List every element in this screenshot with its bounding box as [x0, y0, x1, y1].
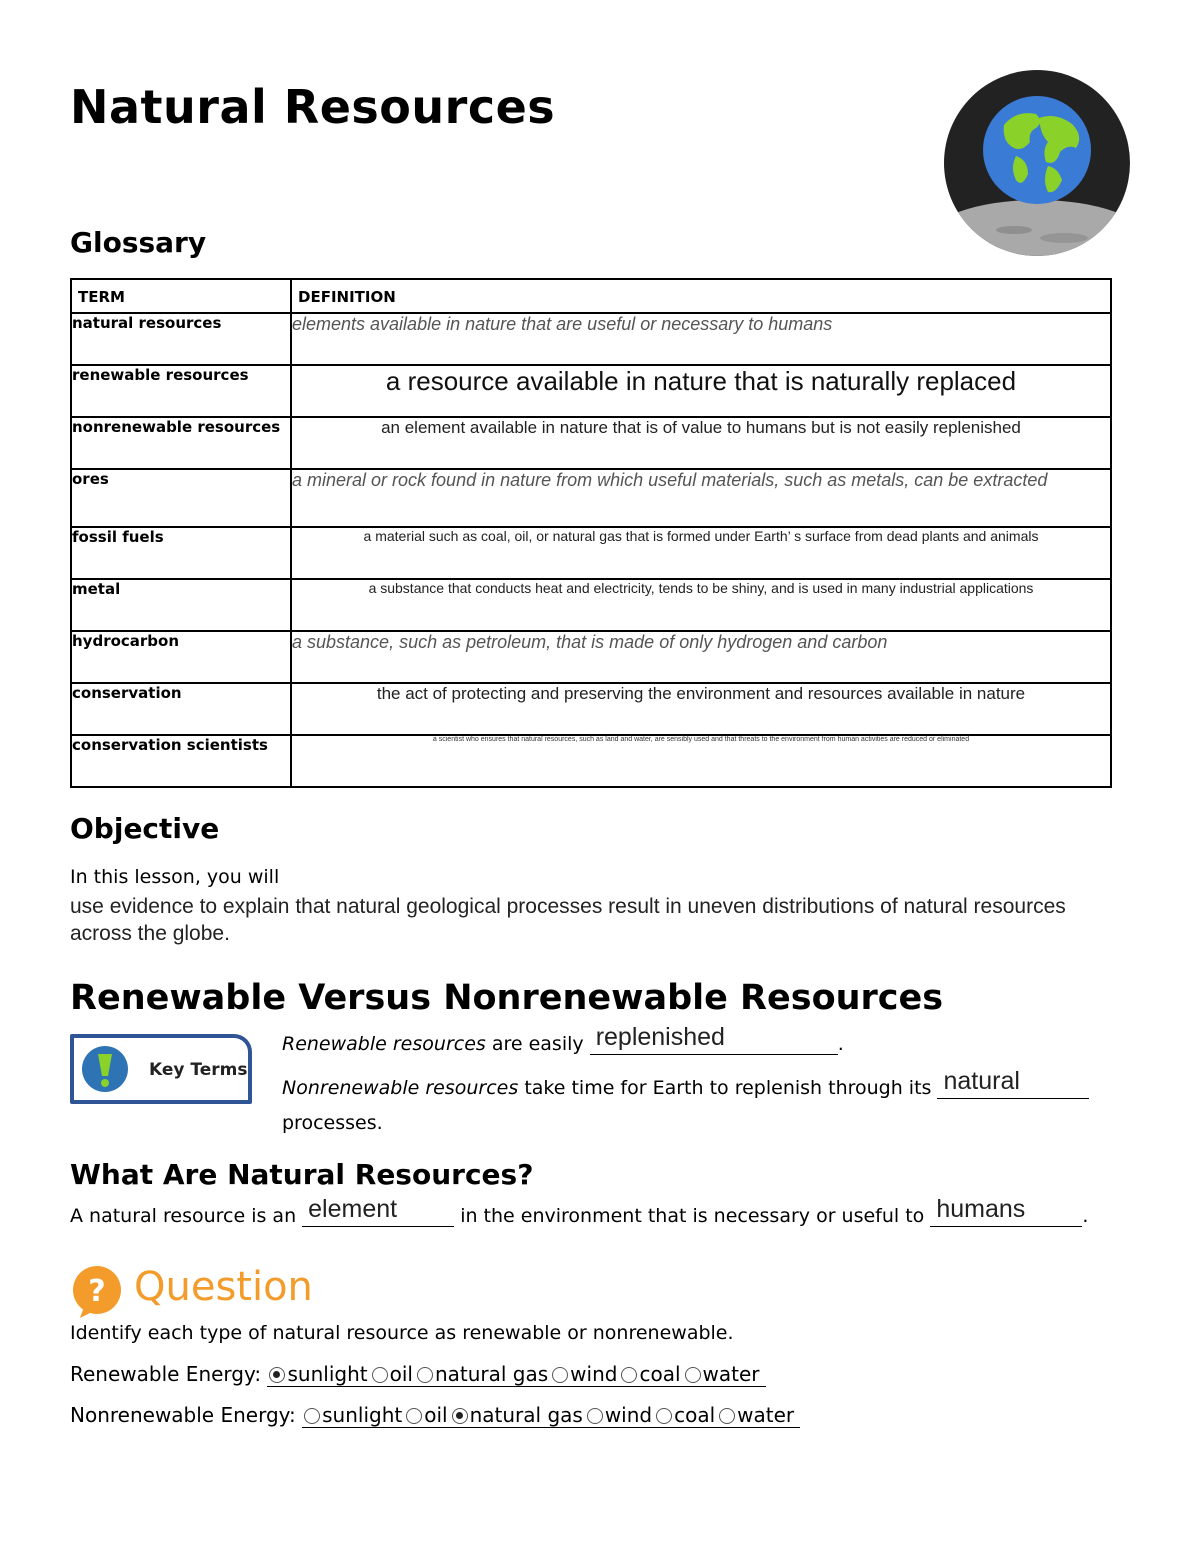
- term-cell: natural resources: [71, 313, 291, 365]
- option-label: oil: [424, 1403, 448, 1427]
- page-title: Natural Resources: [70, 80, 556, 134]
- radio-button[interactable]: [304, 1408, 320, 1424]
- renewable-option-coal[interactable]: [621, 1362, 680, 1386]
- nonrenewable-option-water[interactable]: [719, 1403, 794, 1427]
- nonrenewable-sentence: [282, 1067, 1089, 1099]
- radio-button[interactable]: [269, 1367, 285, 1383]
- nonrenewable-option-oil[interactable]: [406, 1403, 447, 1427]
- natural-answer-field[interactable]: [937, 1067, 1089, 1099]
- option-label: wind: [570, 1362, 618, 1386]
- objective-heading: Objective: [70, 812, 220, 845]
- definition-cell: a mineral or rock found in nature from which useful materials, such as metals, can be extracted: [291, 469, 1111, 527]
- radio-button[interactable]: [719, 1408, 735, 1424]
- table-row: [71, 365, 1111, 417]
- renewable-energy-label: Renewable Energy:: [70, 1362, 262, 1386]
- table-row: [71, 683, 1111, 735]
- processes-text: processes.: [282, 1112, 383, 1134]
- radio-button[interactable]: [656, 1408, 672, 1424]
- exclamation-icon: [82, 1046, 128, 1092]
- option-label: natural gas: [469, 1403, 583, 1427]
- term-cell: nonrenewable resources: [71, 417, 291, 469]
- renewable-option-oil[interactable]: [372, 1362, 413, 1386]
- earth-moon-icon: [944, 70, 1130, 256]
- definition-cell: a scientist who ensures that natural resources, such as land and water, are sensibly used and that threats to the environment from human activities are reduced or eliminated: [291, 735, 1111, 787]
- glossary-heading: Glossary: [70, 226, 207, 259]
- radio-button[interactable]: [406, 1408, 422, 1424]
- radio-button[interactable]: [621, 1367, 637, 1383]
- definition-cell: a substance that conducts heat and electricity, tends to be shiny, and is used in many industrial applications: [291, 579, 1111, 631]
- renewable-option-sunlight[interactable]: [269, 1362, 367, 1386]
- option-label: water: [737, 1403, 795, 1427]
- question-label: Question: [134, 1264, 313, 1310]
- definition-cell: a substance, such as petroleum, that is made of only hydrogen and carbon: [291, 631, 1111, 683]
- nonrenewable-options-group: [302, 1403, 800, 1428]
- key-terms-label: Key Terms: [149, 1060, 248, 1080]
- term-cell: renewable resources: [71, 365, 291, 417]
- objective-text: use evidence to explain that natural geological processes result in uneven distributions of natural resources across the globe.: [70, 895, 1066, 945]
- term-cell: conservation: [71, 683, 291, 735]
- nonrenewable-term: Nonrenewable resources: [282, 1077, 519, 1099]
- table-row: [71, 631, 1111, 683]
- objective-intro: In this lesson, you will: [70, 866, 280, 888]
- element-answer-value: element: [308, 1195, 398, 1223]
- nonrenewable-energy-label: Nonrenewable Energy:: [70, 1403, 296, 1427]
- option-label: oil: [389, 1362, 413, 1386]
- table-row: [71, 417, 1111, 469]
- option-label: sunlight: [287, 1362, 368, 1386]
- element-answer-field[interactable]: [302, 1195, 454, 1227]
- term-column-header: TERM: [71, 279, 291, 313]
- sentence-part-2: in the environment that is necessary or useful to: [454, 1205, 931, 1227]
- table-row: [71, 579, 1111, 631]
- term-cell: metal: [71, 579, 291, 631]
- option-label: sunlight: [322, 1403, 403, 1427]
- radio-button[interactable]: [417, 1367, 433, 1383]
- glossary-table: [70, 278, 1112, 788]
- radio-button[interactable]: [587, 1408, 603, 1424]
- natural-resource-sentence: [70, 1195, 1089, 1227]
- term-cell: conservation scientists: [71, 735, 291, 787]
- natural-answer-value: natural: [943, 1067, 1020, 1095]
- question-bubble-icon: [70, 1265, 124, 1319]
- renewable-option-wind[interactable]: [552, 1362, 617, 1386]
- nonrenewable-option-sunlight[interactable]: [304, 1403, 402, 1427]
- renewable-option-natural-gas[interactable]: [417, 1362, 548, 1386]
- renewable-options-group: [267, 1362, 765, 1387]
- definition-cell: the act of protecting and preserving the environment and resources available in nature: [291, 683, 1111, 735]
- table-header-row: [71, 279, 1111, 313]
- sentence-end: .: [837, 1033, 844, 1055]
- renewable-option-water[interactable]: [685, 1362, 760, 1386]
- replenished-answer-field[interactable]: [590, 1023, 838, 1055]
- renewable-sentence: [282, 1023, 844, 1055]
- radio-button[interactable]: [552, 1367, 568, 1383]
- renewable-section-heading: Renewable Versus Nonrenewable Resources: [70, 978, 944, 1018]
- term-cell: hydrocarbon: [71, 631, 291, 683]
- renewable-energy-row: [70, 1362, 766, 1387]
- sentence-part-1: A natural resource is an: [70, 1205, 303, 1227]
- table-row: [71, 527, 1111, 579]
- definition-cell: a resource available in nature that is naturally replaced: [291, 365, 1111, 417]
- radio-button[interactable]: [685, 1367, 701, 1383]
- option-label: water: [702, 1362, 760, 1386]
- humans-answer-value: humans: [936, 1195, 1026, 1223]
- definition-cell: an element available in nature that is of value to humans but is not easily replenished: [291, 417, 1111, 469]
- option-label: wind: [604, 1403, 653, 1427]
- table-row: [71, 469, 1111, 527]
- humans-answer-field[interactable]: [930, 1195, 1082, 1227]
- definition-cell: a material such as coal, oil, or natural gas that is formed under Earth’ s surface from dead plants and animals: [291, 527, 1111, 579]
- definition-cell: elements available in nature that are useful or necessary to humans: [291, 313, 1111, 365]
- nonrenewable-text: take time for Earth to replenish through its: [518, 1077, 938, 1099]
- table-row: [71, 313, 1111, 365]
- renewable-term: Renewable resources: [282, 1033, 486, 1055]
- nonrenewable-option-coal[interactable]: [656, 1403, 715, 1427]
- term-cell: ores: [71, 469, 291, 527]
- key-terms-badge: [70, 1034, 252, 1104]
- option-label: natural gas: [434, 1362, 549, 1386]
- replenished-answer-value: replenished: [595, 1023, 725, 1051]
- sentence-end: .: [1082, 1205, 1089, 1227]
- question-prompt: Identify each type of natural resource as renewable or nonrenewable.: [70, 1322, 734, 1344]
- option-label: coal: [674, 1403, 716, 1427]
- table-row: [71, 735, 1111, 787]
- option-label: coal: [639, 1362, 681, 1386]
- radio-button[interactable]: [452, 1408, 468, 1424]
- what-section-heading: What Are Natural Resources?: [70, 1158, 534, 1191]
- renewable-text: are easily: [485, 1033, 590, 1055]
- nonrenewable-energy-row: [70, 1403, 800, 1428]
- definition-column-header: DEFINITION: [291, 279, 1111, 313]
- nonrenewable-option-natural-gas[interactable]: [452, 1403, 583, 1427]
- radio-button[interactable]: [372, 1367, 388, 1383]
- term-cell: fossil fuels: [71, 527, 291, 579]
- svg-text:?: ?: [88, 1274, 106, 1309]
- nonrenewable-option-wind[interactable]: [587, 1403, 652, 1427]
